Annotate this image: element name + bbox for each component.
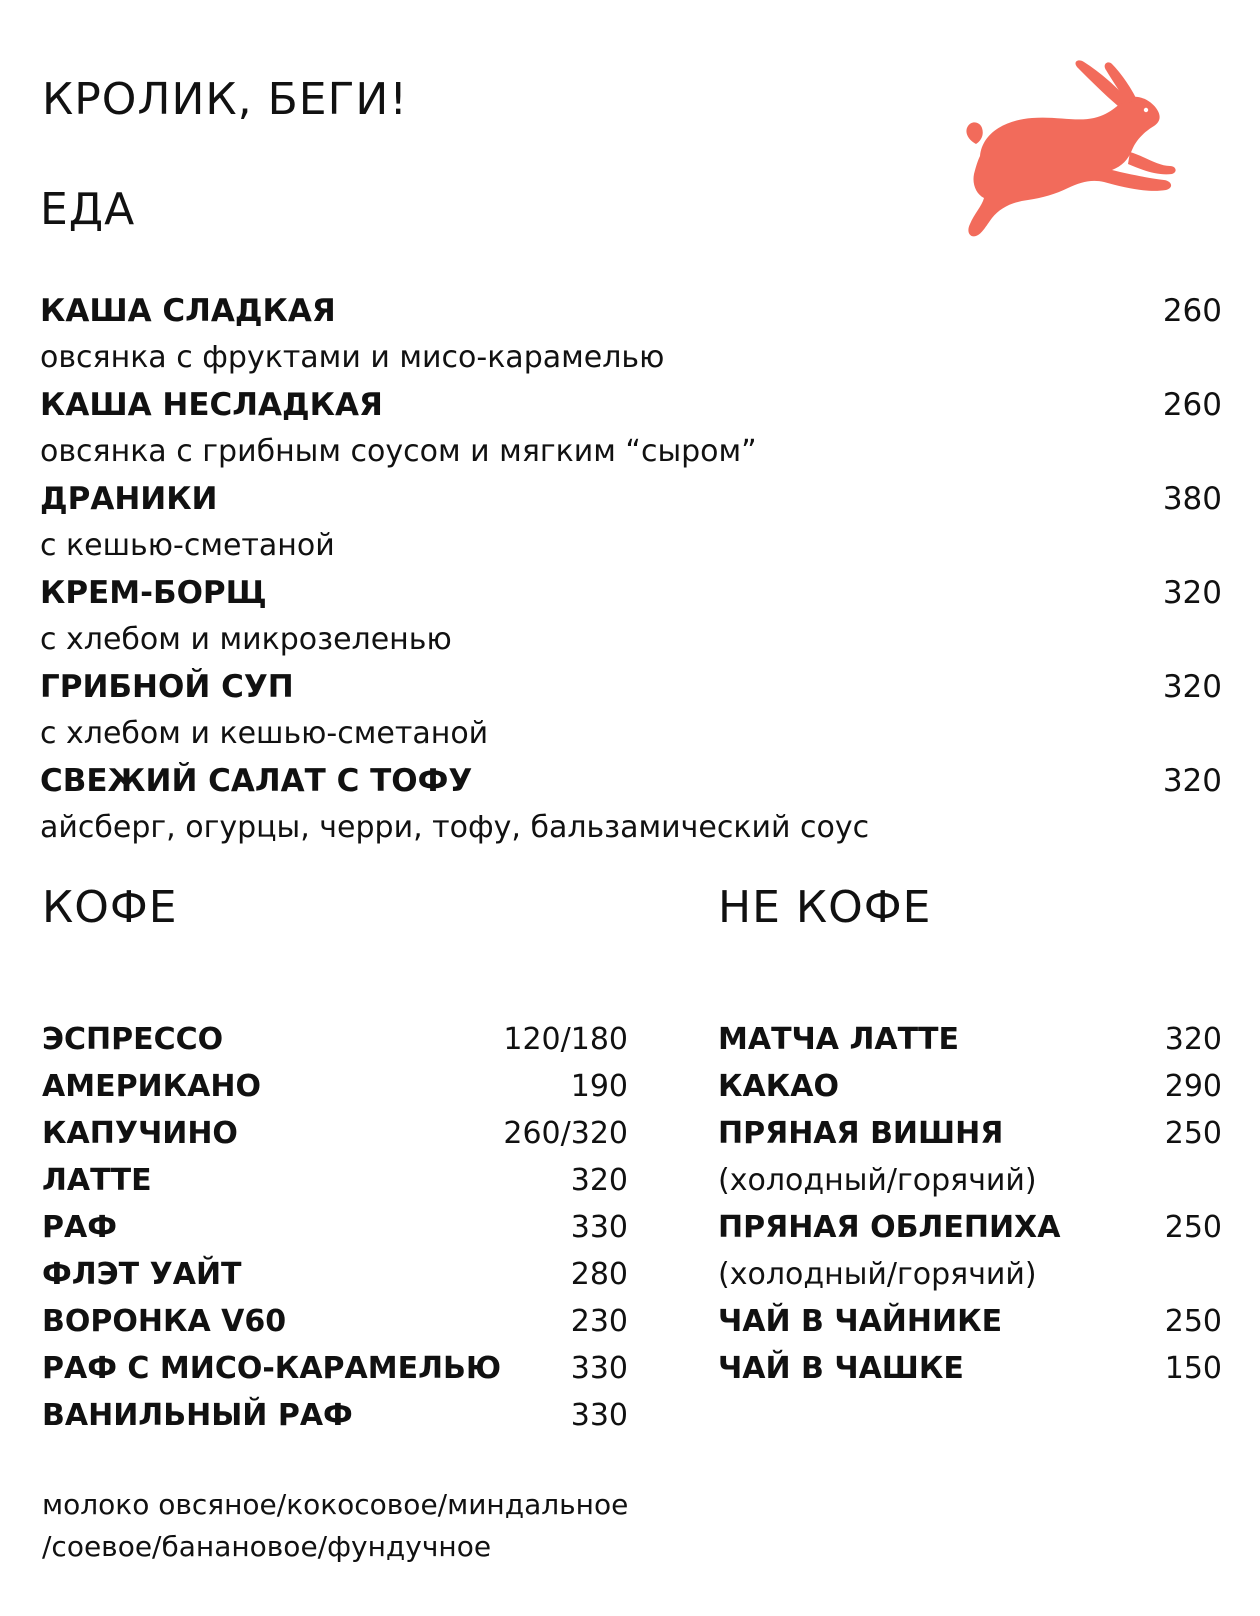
menu-title: КРОЛИК, БЕГИ! xyxy=(42,74,408,125)
not-coffee-item xyxy=(718,1063,1222,1110)
not-coffee-item-note: (холодный/горячий) xyxy=(718,1163,1037,1198)
not-coffee-item-price: 320 xyxy=(1164,1022,1222,1057)
coffee-item-price: 230 xyxy=(570,1304,628,1339)
coffee-item-name: КАПУЧИНО xyxy=(42,1116,238,1151)
food-item-description: овсянка с фруктами и мисо-карамелью xyxy=(40,340,665,375)
coffee-item xyxy=(42,1204,628,1251)
not-coffee-item-name: МАТЧА ЛАТТЕ xyxy=(718,1022,959,1057)
not-coffee-item-name: ПРЯНАЯ ОБЛЕПИХА xyxy=(718,1210,1061,1245)
not-coffee-item xyxy=(718,1298,1222,1345)
coffee-item-price: 330 xyxy=(570,1398,628,1433)
not-coffee-item xyxy=(718,1016,1222,1063)
not-coffee-item-note: (холодный/горячий) xyxy=(718,1257,1037,1292)
food-item xyxy=(40,476,1222,570)
coffee-item-name: ФЛЭТ УАЙТ xyxy=(42,1257,242,1292)
not-coffee-item-name: КАКАО xyxy=(718,1069,839,1104)
not-coffee-item-name: ЧАЙ В ЧАЙНИКЕ xyxy=(718,1304,1003,1339)
not-coffee-item-price: 250 xyxy=(1164,1116,1222,1151)
coffee-item-price: 260/320 xyxy=(503,1116,628,1151)
not-coffee-section-heading: НЕ КОФЕ xyxy=(718,882,932,933)
not-coffee-list xyxy=(718,1016,1222,1392)
coffee-item-price: 120/180 xyxy=(503,1022,628,1057)
food-item-price: 380 xyxy=(1162,481,1222,517)
coffee-item-name: ВОРОНКА V60 xyxy=(42,1304,287,1339)
coffee-item xyxy=(42,1251,628,1298)
food-item xyxy=(40,382,1222,476)
food-item-description: айсберг, огурцы, черри, тофу, бальзамический соус xyxy=(40,810,870,845)
food-item-name: КАША НЕСЛАДКАЯ xyxy=(40,387,383,423)
food-item-price: 320 xyxy=(1162,763,1222,799)
food-item-price: 320 xyxy=(1162,669,1222,705)
food-item xyxy=(40,664,1222,758)
food-item-name: СВЕЖИЙ САЛАТ С ТОФУ xyxy=(40,763,473,799)
food-section-heading: ЕДА xyxy=(40,184,136,235)
food-item-name: ДРАНИКИ xyxy=(40,481,218,517)
food-item-name: КРЕМ-БОРЩ xyxy=(40,575,267,611)
rabbit-icon xyxy=(952,48,1202,248)
food-item-price: 260 xyxy=(1162,387,1222,423)
food-item-description: овсянка с грибным соусом и мягким “сыром” xyxy=(40,434,757,469)
food-list xyxy=(40,288,1222,852)
not-coffee-item xyxy=(718,1204,1222,1251)
coffee-item-name: ЛАТТЕ xyxy=(42,1163,152,1198)
not-coffee-item-price: 250 xyxy=(1164,1210,1222,1245)
coffee-item-price: 280 xyxy=(570,1257,628,1292)
coffee-item-name: ВАНИЛЬНЫЙ РАФ xyxy=(42,1398,353,1433)
not-coffee-item-name: ПРЯНАЯ ВИШНЯ xyxy=(718,1116,1004,1151)
coffee-item xyxy=(42,1016,628,1063)
food-item xyxy=(40,570,1222,664)
coffee-item-name: РАФ С МИСО-КАРАМЕЛЬЮ xyxy=(42,1351,502,1386)
coffee-item-name: ЭСПРЕССО xyxy=(42,1022,224,1057)
coffee-section-heading: КОФЕ xyxy=(42,882,178,933)
coffee-item-price: 330 xyxy=(570,1210,628,1245)
coffee-item xyxy=(42,1345,628,1392)
not-coffee-item xyxy=(718,1345,1222,1392)
coffee-item-price: 320 xyxy=(570,1163,628,1198)
food-item-price: 260 xyxy=(1162,293,1222,329)
milk-options-line: /соевое/банановое/фундучное xyxy=(42,1530,492,1563)
food-item-price: 320 xyxy=(1162,575,1222,611)
food-item-description: с хлебом и кешью-сметаной xyxy=(40,716,489,751)
coffee-item xyxy=(42,1063,628,1110)
coffee-item xyxy=(42,1110,628,1157)
coffee-list xyxy=(42,1016,628,1439)
not-coffee-item-price: 250 xyxy=(1164,1304,1222,1339)
food-item-name: КАША СЛАДКАЯ xyxy=(40,293,336,329)
coffee-item-name: АМЕРИКАНО xyxy=(42,1069,262,1104)
coffee-item-name: РАФ xyxy=(42,1210,117,1245)
food-item xyxy=(40,758,1222,852)
coffee-item xyxy=(42,1298,628,1345)
not-coffee-item xyxy=(718,1110,1222,1157)
food-item-description: с кешью-сметаной xyxy=(40,528,335,563)
food-item-name: ГРИБНОЙ СУП xyxy=(40,669,294,705)
milk-options-note xyxy=(42,1484,628,1568)
not-coffee-item-name: ЧАЙ В ЧАШКЕ xyxy=(718,1351,964,1386)
coffee-item-price: 190 xyxy=(570,1069,628,1104)
milk-options-line: молоко овсяное/кокосовое/миндальное xyxy=(42,1488,629,1521)
food-item xyxy=(40,288,1222,382)
not-coffee-item-price: 290 xyxy=(1164,1069,1222,1104)
coffee-item xyxy=(42,1392,628,1439)
food-item-description: с хлебом и микрозеленью xyxy=(40,622,452,657)
coffee-item-price: 330 xyxy=(570,1351,628,1386)
coffee-item xyxy=(42,1157,628,1204)
not-coffee-item-price: 150 xyxy=(1164,1351,1222,1386)
